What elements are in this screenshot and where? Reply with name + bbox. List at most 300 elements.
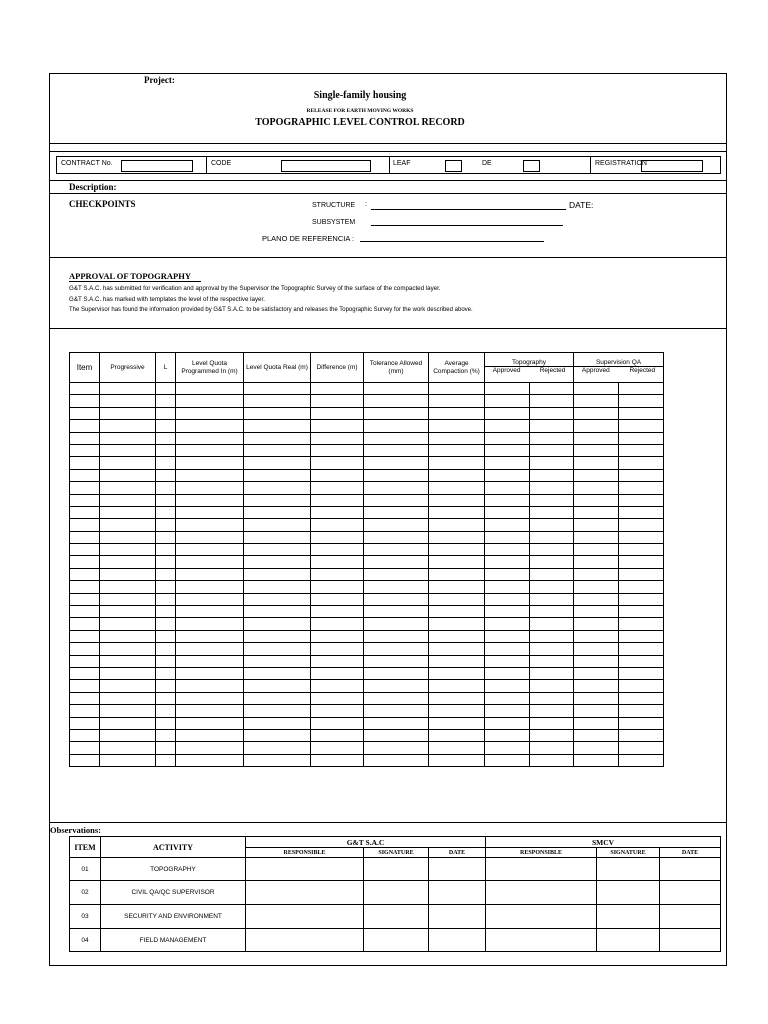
table-cell[interactable] (364, 717, 429, 729)
cell[interactable] (364, 881, 429, 905)
table-cell[interactable] (156, 482, 176, 494)
cell[interactable] (660, 929, 721, 952)
table-cell[interactable] (70, 420, 100, 432)
table-cell[interactable] (176, 606, 244, 618)
table-cell[interactable] (429, 444, 485, 456)
table-cell[interactable] (364, 655, 429, 667)
table-cell[interactable] (70, 606, 100, 618)
table-cell[interactable] (156, 556, 176, 568)
table-cell[interactable] (176, 568, 244, 580)
table-cell[interactable] (176, 469, 244, 481)
table-cell[interactable] (485, 667, 530, 679)
table-cell[interactable] (574, 742, 619, 754)
table-cell[interactable] (530, 457, 574, 469)
table-cell[interactable] (70, 692, 100, 704)
table-cell[interactable] (429, 618, 485, 630)
table-cell[interactable] (311, 494, 364, 506)
table-cell[interactable] (364, 754, 429, 766)
table-cell[interactable] (574, 407, 619, 419)
table-cell[interactable] (485, 606, 530, 618)
table-cell[interactable] (364, 407, 429, 419)
table-cell[interactable] (485, 618, 530, 630)
table-cell[interactable] (530, 581, 574, 593)
table-cell[interactable] (244, 457, 311, 469)
table-cell[interactable] (156, 705, 176, 717)
table-cell[interactable] (156, 754, 176, 766)
table-cell[interactable] (364, 444, 429, 456)
table-cell[interactable] (530, 729, 574, 741)
table-cell[interactable] (485, 494, 530, 506)
table-cell[interactable] (364, 420, 429, 432)
table-cell[interactable] (244, 606, 311, 618)
table-cell[interactable] (244, 568, 311, 580)
table-cell[interactable] (311, 407, 364, 419)
table-cell[interactable] (619, 742, 664, 754)
table-cell[interactable] (100, 395, 156, 407)
table-cell[interactable] (485, 395, 530, 407)
table-cell[interactable] (429, 432, 485, 444)
table-cell[interactable] (176, 630, 244, 642)
contract-field[interactable] (121, 160, 193, 172)
cell[interactable] (660, 858, 721, 881)
table-cell[interactable] (574, 469, 619, 481)
table-cell[interactable] (70, 742, 100, 754)
cell[interactable] (429, 929, 486, 952)
table-cell[interactable] (574, 444, 619, 456)
table-cell[interactable] (100, 630, 156, 642)
table-cell[interactable] (70, 754, 100, 766)
table-cell[interactable] (619, 581, 664, 593)
table-cell[interactable] (574, 383, 619, 395)
table-cell[interactable] (176, 717, 244, 729)
table-cell[interactable] (485, 680, 530, 692)
table-cell[interactable] (311, 667, 364, 679)
table-cell[interactable] (311, 395, 364, 407)
table-cell[interactable] (530, 568, 574, 580)
table-cell[interactable] (364, 506, 429, 518)
table-cell[interactable] (156, 581, 176, 593)
table-cell[interactable] (485, 742, 530, 754)
table-cell[interactable] (244, 407, 311, 419)
table-cell[interactable] (100, 655, 156, 667)
table-cell[interactable] (176, 432, 244, 444)
table-cell[interactable] (364, 494, 429, 506)
table-cell[interactable] (100, 383, 156, 395)
table-cell[interactable] (619, 432, 664, 444)
table-cell[interactable] (364, 383, 429, 395)
table-cell[interactable] (311, 519, 364, 531)
table-cell[interactable] (364, 581, 429, 593)
cell[interactable] (660, 905, 721, 929)
table-cell[interactable] (530, 432, 574, 444)
table-cell[interactable] (530, 506, 574, 518)
cell[interactable] (597, 929, 660, 952)
table-cell[interactable] (364, 544, 429, 556)
table-cell[interactable] (429, 494, 485, 506)
table-cell[interactable] (530, 717, 574, 729)
table-cell[interactable] (156, 606, 176, 618)
table-cell[interactable] (244, 531, 311, 543)
table-cell[interactable] (156, 667, 176, 679)
table-cell[interactable] (244, 643, 311, 655)
table-cell[interactable] (619, 680, 664, 692)
table-cell[interactable] (244, 383, 311, 395)
table-cell[interactable] (244, 581, 311, 593)
table-cell[interactable] (311, 544, 364, 556)
table-cell[interactable] (156, 568, 176, 580)
table-cell[interactable] (156, 630, 176, 642)
table-cell[interactable] (100, 705, 156, 717)
table-cell[interactable] (311, 692, 364, 704)
table-cell[interactable] (530, 742, 574, 754)
table-cell[interactable] (619, 754, 664, 766)
structure-field[interactable] (371, 209, 566, 210)
table-cell[interactable] (485, 568, 530, 580)
table-cell[interactable] (619, 544, 664, 556)
table-cell[interactable] (311, 680, 364, 692)
table-cell[interactable] (100, 606, 156, 618)
table-cell[interactable] (311, 383, 364, 395)
table-cell[interactable] (429, 506, 485, 518)
table-cell[interactable] (619, 556, 664, 568)
table-cell[interactable] (156, 692, 176, 704)
table-cell[interactable] (176, 655, 244, 667)
table-cell[interactable] (364, 618, 429, 630)
table-cell[interactable] (429, 482, 485, 494)
table-cell[interactable] (176, 531, 244, 543)
table-cell[interactable] (244, 630, 311, 642)
table-cell[interactable] (485, 630, 530, 642)
table-cell[interactable] (176, 407, 244, 419)
cell[interactable] (486, 905, 597, 929)
table-cell[interactable] (311, 754, 364, 766)
table-cell[interactable] (574, 544, 619, 556)
table-cell[interactable] (485, 717, 530, 729)
table-cell[interactable] (619, 494, 664, 506)
table-cell[interactable] (70, 407, 100, 419)
table-cell[interactable] (100, 680, 156, 692)
table-cell[interactable] (244, 444, 311, 456)
table-cell[interactable] (244, 494, 311, 506)
table-cell[interactable] (485, 556, 530, 568)
table-cell[interactable] (574, 568, 619, 580)
table-cell[interactable] (574, 618, 619, 630)
table-cell[interactable] (176, 593, 244, 605)
table-cell[interactable] (100, 544, 156, 556)
table-cell[interactable] (619, 395, 664, 407)
table-cell[interactable] (574, 457, 619, 469)
table-cell[interactable] (485, 643, 530, 655)
table-cell[interactable] (100, 717, 156, 729)
table-cell[interactable] (429, 581, 485, 593)
table-cell[interactable] (429, 692, 485, 704)
table-cell[interactable] (176, 754, 244, 766)
table-cell[interactable] (311, 729, 364, 741)
table-cell[interactable] (176, 680, 244, 692)
table-cell[interactable] (429, 667, 485, 679)
cell[interactable] (364, 905, 429, 929)
table-cell[interactable] (176, 742, 244, 754)
table-cell[interactable] (574, 556, 619, 568)
table-cell[interactable] (311, 432, 364, 444)
plano-field[interactable] (360, 241, 544, 242)
table-cell[interactable] (574, 655, 619, 667)
table-cell[interactable] (429, 655, 485, 667)
table-cell[interactable] (574, 432, 619, 444)
table-cell[interactable] (619, 482, 664, 494)
table-cell[interactable] (100, 469, 156, 481)
table-cell[interactable] (176, 383, 244, 395)
table-cell[interactable] (70, 643, 100, 655)
table-cell[interactable] (485, 432, 530, 444)
table-cell[interactable] (311, 469, 364, 481)
table-cell[interactable] (70, 729, 100, 741)
de-field[interactable] (523, 160, 540, 172)
table-cell[interactable] (156, 531, 176, 543)
table-cell[interactable] (176, 729, 244, 741)
table-cell[interactable] (364, 742, 429, 754)
cell[interactable] (660, 881, 721, 905)
table-cell[interactable] (485, 692, 530, 704)
table-cell[interactable] (70, 444, 100, 456)
table-cell[interactable] (156, 618, 176, 630)
table-cell[interactable] (156, 444, 176, 456)
table-cell[interactable] (156, 655, 176, 667)
table-cell[interactable] (100, 667, 156, 679)
table-cell[interactable] (429, 457, 485, 469)
table-cell[interactable] (530, 469, 574, 481)
table-cell[interactable] (485, 581, 530, 593)
table-cell[interactable] (574, 705, 619, 717)
table-cell[interactable] (100, 506, 156, 518)
table-cell[interactable] (364, 519, 429, 531)
code-field[interactable] (281, 160, 371, 172)
table-cell[interactable] (100, 432, 156, 444)
table-cell[interactable] (530, 680, 574, 692)
table-cell[interactable] (619, 407, 664, 419)
table-cell[interactable] (364, 630, 429, 642)
table-cell[interactable] (574, 506, 619, 518)
table-cell[interactable] (574, 692, 619, 704)
cell[interactable] (597, 858, 660, 881)
table-cell[interactable] (619, 630, 664, 642)
table-cell[interactable] (530, 754, 574, 766)
cell[interactable] (597, 905, 660, 929)
table-cell[interactable] (530, 655, 574, 667)
table-cell[interactable] (244, 469, 311, 481)
table-cell[interactable] (530, 556, 574, 568)
table-cell[interactable] (574, 519, 619, 531)
cell[interactable] (364, 858, 429, 881)
table-cell[interactable] (485, 754, 530, 766)
table-cell[interactable] (244, 482, 311, 494)
table-cell[interactable] (176, 395, 244, 407)
table-cell[interactable] (485, 593, 530, 605)
table-cell[interactable] (619, 457, 664, 469)
table-cell[interactable] (364, 482, 429, 494)
table-cell[interactable] (364, 606, 429, 618)
table-cell[interactable] (574, 494, 619, 506)
table-cell[interactable] (156, 729, 176, 741)
table-cell[interactable] (619, 531, 664, 543)
table-cell[interactable] (70, 680, 100, 692)
table-cell[interactable] (530, 482, 574, 494)
table-cell[interactable] (619, 606, 664, 618)
table-cell[interactable] (100, 407, 156, 419)
table-cell[interactable] (485, 457, 530, 469)
table-cell[interactable] (311, 643, 364, 655)
table-cell[interactable] (619, 469, 664, 481)
table-cell[interactable] (574, 581, 619, 593)
table-cell[interactable] (311, 506, 364, 518)
table-cell[interactable] (311, 444, 364, 456)
table-cell[interactable] (485, 531, 530, 543)
table-cell[interactable] (156, 457, 176, 469)
leaf-field[interactable] (445, 160, 462, 172)
table-cell[interactable] (311, 457, 364, 469)
table-cell[interactable] (70, 519, 100, 531)
table-cell[interactable] (619, 568, 664, 580)
table-cell[interactable] (176, 457, 244, 469)
table-cell[interactable] (364, 593, 429, 605)
cell[interactable] (486, 881, 597, 905)
table-cell[interactable] (485, 729, 530, 741)
table-cell[interactable] (364, 568, 429, 580)
table-cell[interactable] (619, 618, 664, 630)
table-cell[interactable] (429, 383, 485, 395)
table-cell[interactable] (429, 680, 485, 692)
table-cell[interactable] (70, 494, 100, 506)
table-cell[interactable] (156, 469, 176, 481)
table-cell[interactable] (176, 544, 244, 556)
table-cell[interactable] (70, 667, 100, 679)
table-cell[interactable] (156, 407, 176, 419)
table-cell[interactable] (574, 531, 619, 543)
table-cell[interactable] (485, 482, 530, 494)
table-cell[interactable] (574, 754, 619, 766)
table-cell[interactable] (244, 717, 311, 729)
table-cell[interactable] (429, 630, 485, 642)
table-cell[interactable] (100, 519, 156, 531)
table-cell[interactable] (485, 420, 530, 432)
table-cell[interactable] (244, 742, 311, 754)
table-cell[interactable] (70, 618, 100, 630)
table-cell[interactable] (364, 643, 429, 655)
table-cell[interactable] (485, 506, 530, 518)
table-cell[interactable] (485, 655, 530, 667)
table-cell[interactable] (429, 606, 485, 618)
table-cell[interactable] (244, 506, 311, 518)
table-cell[interactable] (244, 618, 311, 630)
table-cell[interactable] (70, 556, 100, 568)
table-cell[interactable] (70, 506, 100, 518)
table-cell[interactable] (311, 581, 364, 593)
table-cell[interactable] (70, 705, 100, 717)
table-cell[interactable] (485, 469, 530, 481)
table-cell[interactable] (156, 544, 176, 556)
cell[interactable] (429, 905, 486, 929)
table-cell[interactable] (311, 593, 364, 605)
table-cell[interactable] (619, 643, 664, 655)
table-cell[interactable] (530, 692, 574, 704)
table-cell[interactable] (619, 593, 664, 605)
table-cell[interactable] (485, 519, 530, 531)
table-cell[interactable] (485, 705, 530, 717)
table-cell[interactable] (311, 568, 364, 580)
table-cell[interactable] (619, 383, 664, 395)
table-cell[interactable] (156, 506, 176, 518)
table-cell[interactable] (429, 420, 485, 432)
table-cell[interactable] (574, 729, 619, 741)
table-cell[interactable] (176, 692, 244, 704)
table-cell[interactable] (574, 420, 619, 432)
table-cell[interactable] (619, 420, 664, 432)
table-cell[interactable] (619, 506, 664, 518)
table-cell[interactable] (619, 519, 664, 531)
table-cell[interactable] (176, 618, 244, 630)
table-cell[interactable] (429, 643, 485, 655)
table-cell[interactable] (429, 469, 485, 481)
table-cell[interactable] (530, 531, 574, 543)
table-cell[interactable] (244, 705, 311, 717)
table-cell[interactable] (244, 729, 311, 741)
table-cell[interactable] (244, 519, 311, 531)
table-cell[interactable] (619, 667, 664, 679)
cell[interactable] (364, 929, 429, 952)
table-cell[interactable] (244, 556, 311, 568)
table-cell[interactable] (530, 667, 574, 679)
table-cell[interactable] (100, 457, 156, 469)
table-cell[interactable] (429, 593, 485, 605)
table-cell[interactable] (619, 729, 664, 741)
table-cell[interactable] (156, 519, 176, 531)
table-cell[interactable] (176, 581, 244, 593)
table-cell[interactable] (364, 457, 429, 469)
table-cell[interactable] (364, 680, 429, 692)
table-cell[interactable] (176, 667, 244, 679)
table-cell[interactable] (311, 420, 364, 432)
table-cell[interactable] (156, 432, 176, 444)
cell[interactable] (486, 929, 597, 952)
registration-field[interactable] (641, 160, 703, 172)
table-cell[interactable] (619, 717, 664, 729)
table-cell[interactable] (100, 581, 156, 593)
table-cell[interactable] (530, 606, 574, 618)
table-cell[interactable] (429, 568, 485, 580)
table-cell[interactable] (364, 556, 429, 568)
table-cell[interactable] (244, 692, 311, 704)
table-cell[interactable] (176, 482, 244, 494)
table-cell[interactable] (70, 482, 100, 494)
table-cell[interactable] (100, 568, 156, 580)
table-cell[interactable] (100, 482, 156, 494)
table-cell[interactable] (574, 680, 619, 692)
table-cell[interactable] (574, 593, 619, 605)
table-cell[interactable] (311, 655, 364, 667)
table-cell[interactable] (176, 506, 244, 518)
table-cell[interactable] (156, 593, 176, 605)
table-cell[interactable] (100, 494, 156, 506)
table-cell[interactable] (574, 606, 619, 618)
cell[interactable] (429, 858, 486, 881)
table-cell[interactable] (485, 383, 530, 395)
table-cell[interactable] (176, 705, 244, 717)
table-cell[interactable] (100, 444, 156, 456)
table-cell[interactable] (70, 457, 100, 469)
table-cell[interactable] (364, 692, 429, 704)
table-cell[interactable] (70, 531, 100, 543)
table-cell[interactable] (156, 420, 176, 432)
